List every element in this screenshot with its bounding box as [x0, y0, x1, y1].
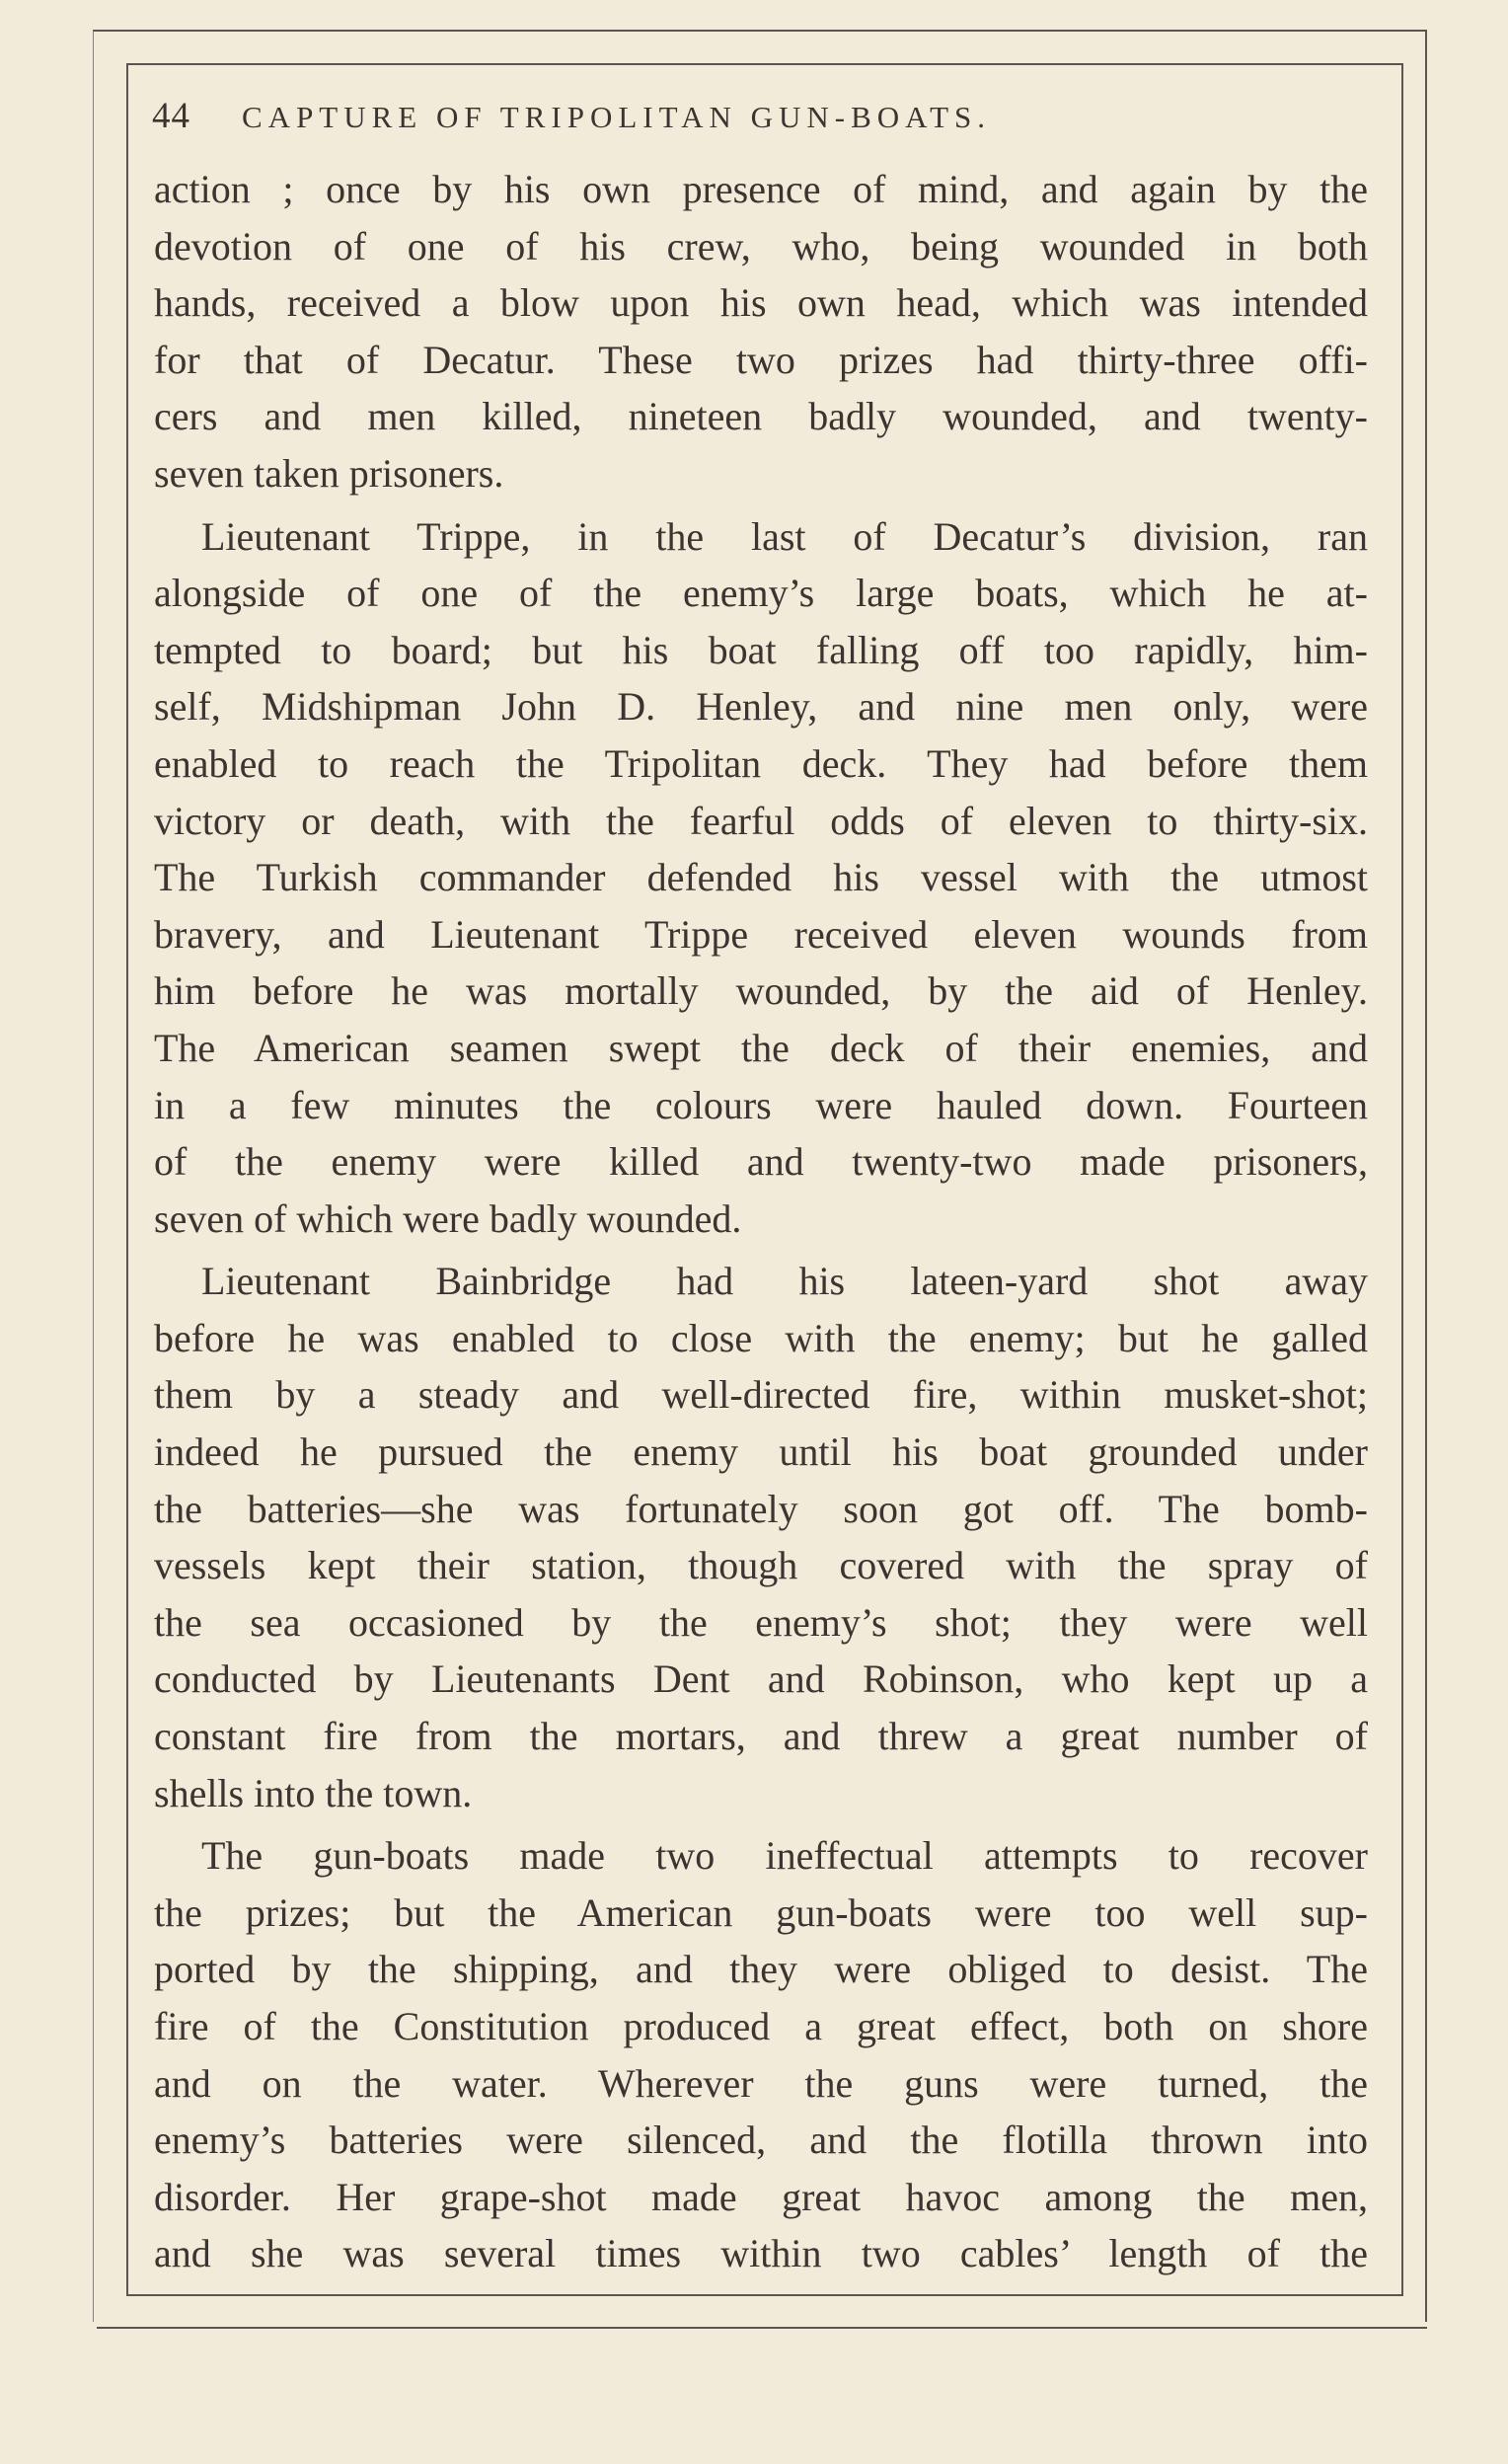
text-line: the prizes; but the American gun-boats were too well sup-	[154, 1889, 1368, 1935]
paragraph-4	[154, 1827, 1368, 2282]
text-line: disorder. Her grape-shot made great havoc among the men,	[154, 2174, 1368, 2219]
text-line: before he was enabled to close with the enemy; but he galled	[154, 1315, 1368, 1360]
text-line: and on the water. Wherever the guns were turned, the	[154, 2060, 1368, 2106]
text-line: for that of Decatur. These two prizes had thirty-three offi-	[154, 337, 1368, 382]
text-line: constant fire from the mortars, and threw a great number of	[154, 1714, 1368, 1759]
text-line: conducted by Lieutenants Dent and Robinson, who kept up a	[154, 1656, 1368, 1702]
text-line: self, Midshipman John D. Henley, and nine men only, were	[154, 684, 1368, 730]
text-line: The American seamen swept the deck of their enemies, and	[154, 1025, 1368, 1070]
text-line: bravery, and Lieutenant Trippe received eleven wounds from	[154, 911, 1368, 957]
paragraph-1	[154, 161, 1368, 502]
running-header	[152, 95, 1376, 144]
text-line: indeed he pursued the enemy until his boat grounded under	[154, 1429, 1368, 1475]
text-line: seven taken prisoners.	[154, 450, 504, 496]
text-line: them by a steady and well-directed fire, within musket-shot;	[154, 1372, 1368, 1418]
paragraph-2	[154, 508, 1368, 1248]
text-line: victory or death, with the fearful odds of eleven to thirty-six.	[154, 798, 1368, 843]
text-line: devotion of one of his crew, who, being wounded in both	[154, 223, 1368, 269]
text-line: seven of which were badly wounded.	[154, 1195, 742, 1241]
paragraph-3	[154, 1253, 1368, 1821]
page-number: 44	[152, 96, 190, 136]
text-body	[154, 161, 1368, 2282]
running-title: CAPTURE OF TRIPOLITAN GUN-BOATS.	[242, 100, 992, 134]
text-line: action ; once by his own presence of mind, and again by the	[154, 167, 1368, 211]
text-line: The Turkish commander defended his vessel with the utmost	[154, 855, 1368, 900]
text-line: alongside of one of the enemy’s large boats, which he at-	[154, 571, 1368, 616]
text-line: enabled to reach the Tripolitan deck. They had before them	[154, 740, 1368, 786]
text-line: the batteries—she was fortunately soon got off. The bomb-	[154, 1486, 1368, 1531]
text-line: fire of the Constitution produced a great effect, both on shore	[154, 2004, 1368, 2048]
text-line: vessels kept their station, though covered with the spray of	[154, 1543, 1368, 1588]
text-line: of the enemy were killed and twenty-two made prisoners,	[154, 1139, 1368, 1185]
text-line: ported by the shipping, and they were obliged to desist. The	[154, 1947, 1368, 1992]
text-line: shells into the town.	[154, 1770, 473, 1815]
text-line: cers and men killed, nineteen badly wounded, and twenty-	[154, 394, 1368, 439]
text-line: the sea occasioned by the enemy’s shot; they were well	[154, 1599, 1368, 1645]
text-line: Lieutenant Trippe, in the last of Decatur’s division, ran	[201, 513, 1368, 559]
text-line: and she was several times within two cables’ length of the	[154, 2231, 1368, 2276]
bottom-rule	[97, 2327, 1427, 2329]
text-line: hands, received a blow upon his own head, which was intended	[154, 280, 1368, 326]
text-line: in a few minutes the colours were hauled down. Fourteen	[154, 1082, 1368, 1127]
text-line: enemy’s batteries were silenced, and the flotilla thrown into	[154, 2118, 1368, 2163]
text-line: Lieutenant Bainbridge had his lateen-yard shot away	[201, 1259, 1368, 1304]
text-line: The gun-boats made two ineffectual attempts to recover	[201, 1833, 1368, 1879]
text-line: him before he was mortally wounded, by the aid of Henley.	[154, 968, 1368, 1014]
text-line: tempted to board; but his boat falling off too rapidly, him-	[154, 627, 1368, 672]
